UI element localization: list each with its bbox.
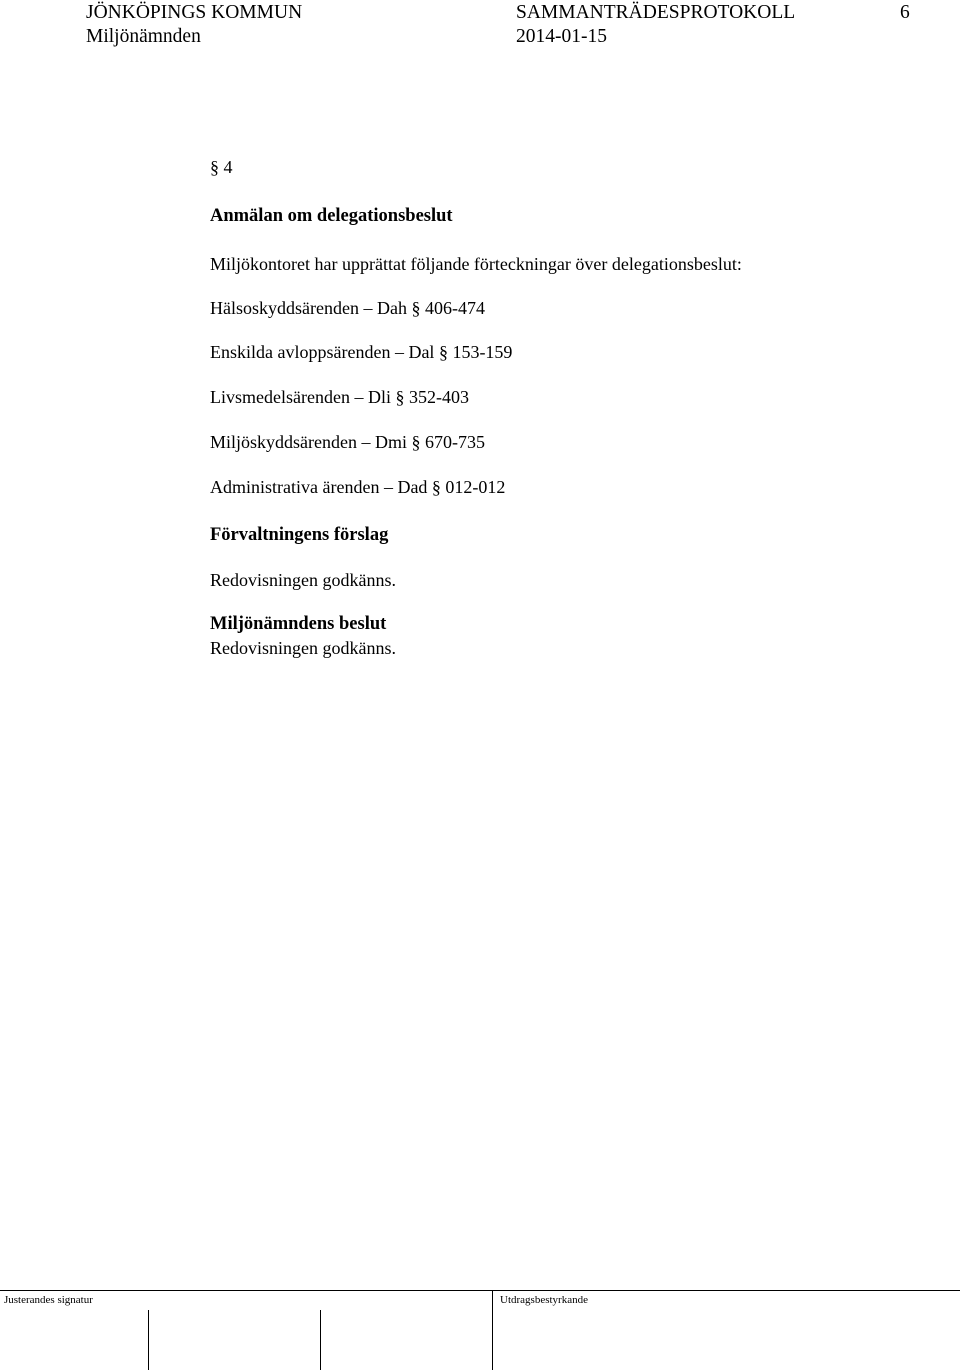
decision-heading: Miljönämndens beslut — [210, 614, 387, 634]
decision-text: Redovisningen godkänns. — [210, 638, 396, 658]
section-title: Anmälan om delegationsbeslut — [210, 206, 453, 226]
list-item: Miljöskyddsärenden – Dmi § 670-735 — [210, 432, 485, 452]
list-item: Livsmedelsärenden – Dli § 352-403 — [210, 387, 469, 407]
meeting-date: 2014-01-15 — [516, 26, 607, 47]
page-number: 6 — [900, 2, 910, 23]
signature-box-divider — [148, 1310, 149, 1370]
document-type: SAMMANTRÄDESPROTOKOLL — [516, 2, 796, 23]
list-item: Enskilda avloppsärenden – Dal § 153-159 — [210, 342, 513, 362]
proposal-text: Redovisningen godkänns. — [210, 570, 396, 590]
organization-name: JÖNKÖPINGS KOMMUN — [86, 2, 303, 23]
signature-label: Justerandes signatur — [4, 1294, 93, 1306]
committee-name: Miljönämnden — [86, 26, 201, 47]
intro-text: Miljökontoret har upprättat följande förteckningar över delegationsbeslut: — [210, 254, 742, 274]
paragraph-reference: § 4 — [210, 157, 233, 177]
list-item: Hälsoskyddsärenden – Dah § 406-474 — [210, 298, 485, 318]
proposal-heading: Förvaltningens förslag — [210, 525, 389, 545]
certification-label: Utdragsbestyrkande — [500, 1294, 588, 1306]
signature-box-divider — [320, 1310, 321, 1370]
signature-box-divider — [492, 1290, 493, 1370]
footer-divider — [0, 1290, 960, 1291]
list-item: Administrativa ärenden – Dad § 012-012 — [210, 477, 506, 497]
